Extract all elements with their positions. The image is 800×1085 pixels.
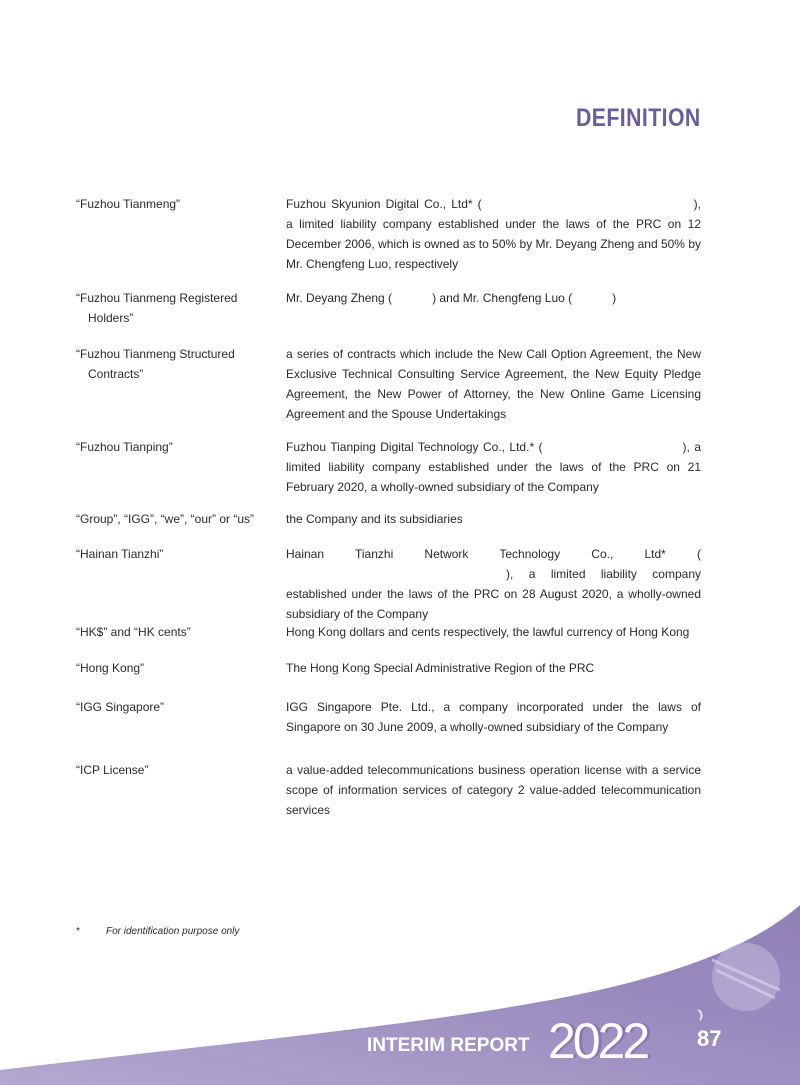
definition-text: Hainan Tianzhi Network Technology Co., Ltd* ( [286, 547, 701, 561]
definition-row [76, 437, 701, 497]
term: “Fuzhou Tianping” [76, 440, 173, 454]
page-title: DEFINITION [576, 104, 701, 132]
term: “Group”, “IGG”, “we”, “our” or “us” [76, 512, 255, 526]
definition [286, 194, 701, 274]
term: “Hong Kong” [76, 661, 145, 675]
page-number: 87 [697, 1026, 722, 1051]
term: “HK$” and “HK cents” [76, 625, 191, 639]
definition-row [76, 622, 701, 642]
definition [286, 544, 701, 624]
term-text: “Fuzhou Tianmeng Registered [76, 291, 238, 305]
footnote-text: For identification purpose only [106, 926, 240, 937]
definition: The Hong Kong Special Administrative Region of the PRC [286, 661, 595, 675]
term [76, 288, 266, 328]
definition-row [76, 544, 701, 624]
footnote-marker: * [76, 926, 80, 937]
definition-text: ), a limited liability company established under the laws of the PRC on 28 August 2020, a wholly-owned subsidiary of the Company [286, 567, 701, 621]
definition-text: ) [612, 291, 617, 305]
definition-text: ) and Mr. Chengfeng Luo ( [432, 291, 573, 305]
report-label: INTERIM REPORT [367, 1035, 530, 1056]
term [76, 344, 266, 384]
definition: a series of contracts which include the New Call Option Agreement, the New Exclusive Technical Consulting Service Agreement, the New Equity Pledge Agreement, the New Power of Attorney, the New Online Game Licensing Agreement and the Spouse Undertakings [286, 347, 701, 421]
term-text: “Fuzhou Tianmeng Structured [76, 347, 235, 361]
definition-text: Fuzhou Skyunion Digital Co., Ltd* ( [286, 197, 482, 211]
definition-row [76, 344, 701, 424]
definition [286, 288, 701, 308]
definition-row [76, 509, 701, 529]
term: “IGG Singapore” [76, 700, 165, 714]
term: “ICP License” [76, 763, 149, 777]
term: “Fuzhou Tianmeng” [76, 197, 181, 211]
term-text: Contracts” [88, 367, 144, 381]
definition-text: Fuzhou Tianping Digital Technology Co., Ltd.* ( [286, 440, 543, 454]
definition: Hong Kong dollars and cents respectively, the lawful currency of Hong Kong [286, 625, 690, 639]
term-text: Holders” [88, 311, 134, 325]
definition-text: ), a limited liability company established under the laws of the PRC on 12 December 2006, which is owned as to 50% by Mr. Deyang Zheng and 50% by Mr. Chengfeng Luo, respectively [286, 197, 701, 271]
definition-row [76, 288, 701, 325]
planet-icon [712, 943, 780, 1011]
definition-row [76, 697, 701, 737]
definition-text: ), a limited liability company established under the laws of the PRC on 21 February 2020, a wholly-owned subsidiary of the Company [286, 440, 701, 494]
definition-row [76, 760, 701, 820]
footnote [76, 926, 239, 937]
definition-row [76, 194, 701, 274]
definition-text: Mr. Deyang Zheng ( [286, 291, 393, 305]
definition: IGG Singapore Pte. Ltd., a company incorporated under the laws of Singapore on 30 June 2009, a wholly-owned subsidiary of the Company [286, 700, 701, 734]
definition [286, 437, 701, 497]
definition-row [76, 658, 701, 678]
definition: a value-added telecommunications business operation license with a service scope of information services of category 2 value-added telecommunication services [286, 763, 701, 817]
report-year: 2022 [548, 1013, 648, 1069]
definition: the Company and its subsidiaries [286, 512, 463, 526]
term: “Hainan Tianzhi” [76, 547, 164, 561]
